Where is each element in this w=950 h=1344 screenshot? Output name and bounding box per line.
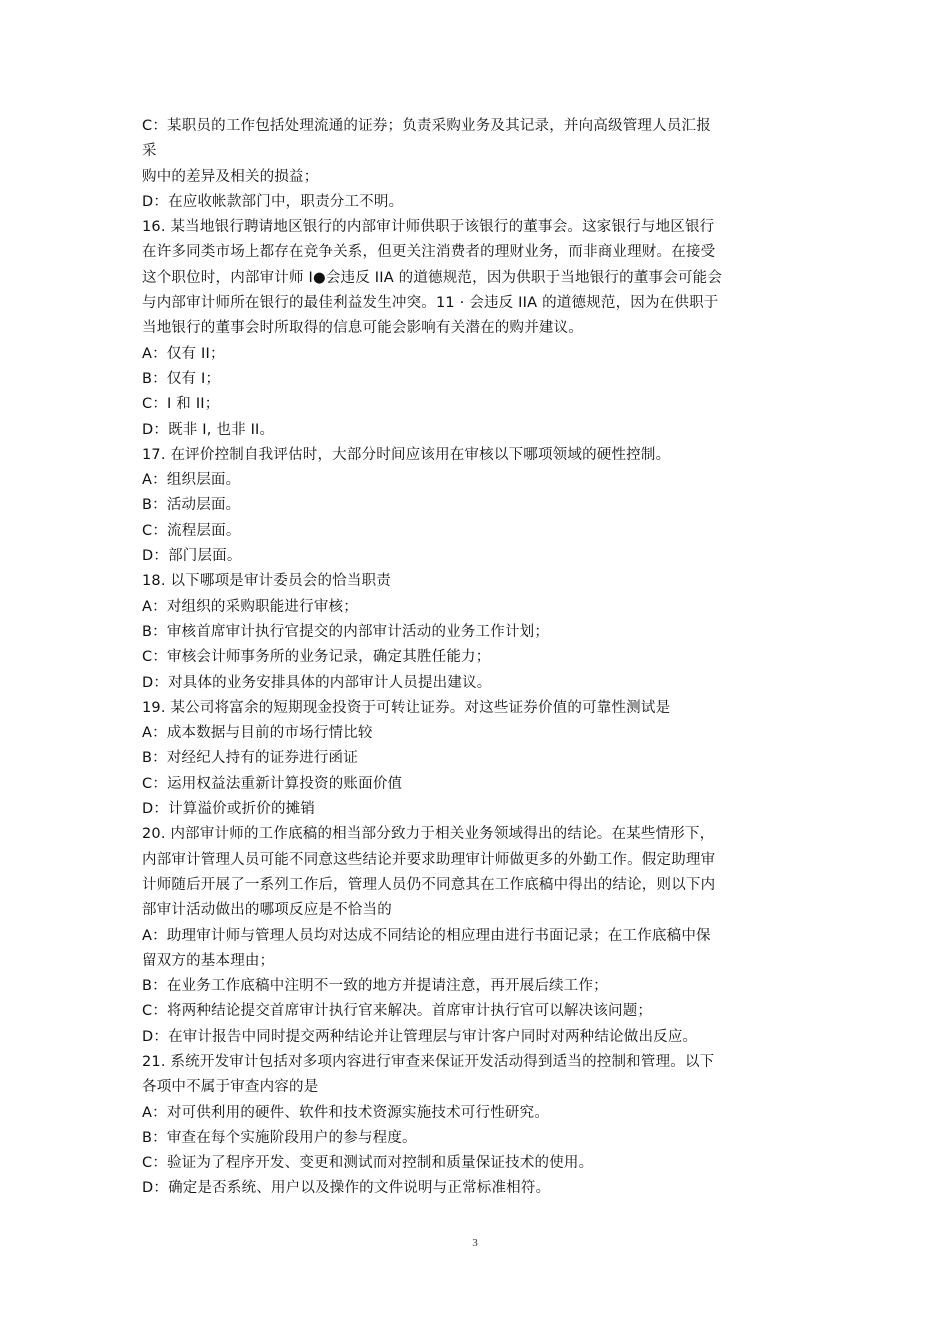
text-line: B：仅有 I；: [142, 370, 221, 387]
text-line: D：在应收帐款部门中，职责分工不明。: [142, 193, 404, 210]
text-line: D：确定是否系统、用户以及操作的文件说明与正常标准相符。: [142, 1180, 551, 1197]
page-number: 3: [472, 1237, 478, 1249]
text-line: B：对经纪人持有的证券进行函证: [142, 750, 358, 767]
text-line: A：仅有 II；: [142, 345, 225, 362]
text-line: 19. 某公司将富余的短期现金投资于可转让证券。对这些证券价值的可靠性测试是: [142, 699, 671, 716]
text-line: 这个职位时，内部审计师 I●会违反 IIA 的道德规范，因为供职于当地银行的董事会可能会: [142, 269, 723, 286]
text-line: 留双方的基本理由；: [142, 952, 275, 969]
text-line: B：在业务工作底稿中注明不一致的地方并提请注意，再开展后续工作；: [142, 978, 608, 995]
text-line: 当地银行的董事会时所取得的信息可能会影响有关潜在的购并建议。: [142, 320, 583, 337]
text-line: A：助理审计师与管理人员均对达成不同结论的相应理由进行书面记录；在工作底稿中保: [142, 927, 711, 944]
document-body: [142, 114, 808, 1202]
text-line: 与内部审计师所在银行的最佳利益发生冲突。11 · 会违反 IIA 的道德规范，因为在供职于: [142, 295, 719, 312]
text-line: B：审查在每个实施阶段用户的参与程度。: [142, 1129, 417, 1146]
text-line: C：运用权益法重新计算投资的账面价值: [142, 775, 403, 792]
text-line: D：既非 I, 也非 II。: [142, 421, 275, 438]
text-line: C：某职员的工作包括处理流通的证券；负责采购业务及其记录，并向高级管理人员汇报: [142, 118, 711, 134]
text-line: C：验证为了程序开发、变更和测试而对控制和质量保证技术的使用。: [142, 1155, 594, 1172]
text-line: A：对可供利用的硬件、软件和技术资源实施技术可行性研究。: [142, 1104, 550, 1121]
text-line: C：审核会计师事务所的业务记录，确定其胜任能力；: [142, 649, 491, 666]
text-line: 17. 在评价控制自我评估时，大部分时间应该用在审核以下哪项领域的硬性控制。: [142, 446, 671, 463]
text-line: 在许多同类市场上都存在竞争关系，但更关注消费者的理财业务，而非商业理财。在接受: [142, 244, 716, 261]
text-line: 购中的差异及相关的损益；: [142, 168, 319, 185]
text-line: A：对组织的采购职能进行审核；: [142, 598, 358, 615]
text-line: 18. 以下哪项是审计委员会的恰当职责: [142, 573, 391, 590]
text-line: D：在审计报告中同时提交两种结论并让管理层与审计客户同时对两种结论做出反应。: [142, 1028, 698, 1045]
text-line: 计师随后开展了一系列工作后，管理人员仍不同意其在工作底稿中得出的结论，则以下内: [142, 876, 716, 893]
text-line: B：审核首席审计执行官提交的内部审计活动的业务工作计划；: [142, 623, 550, 640]
text-line: C：将两种结论提交首席审计执行官来解决。首席审计执行官可以解决该问题；: [142, 1003, 653, 1020]
text-line: C：流程层面。: [142, 522, 241, 539]
text-line: A：组织层面。: [142, 472, 241, 489]
text-line: 部审计活动做出的哪项反应是不恰当的: [142, 902, 392, 919]
text-line: C：I 和 II；: [142, 396, 220, 413]
text-line: 各项中不属于审查内容的是: [142, 1079, 319, 1096]
text-line: D：对具体的业务安排具体的内部审计人员提出建议。: [142, 674, 492, 691]
text-line: 采: [142, 143, 157, 160]
text-line: D：部门层面。: [142, 548, 242, 565]
text-line: B：活动层面。: [142, 497, 241, 514]
text-line: 21. 系统开发审计包括对多项内容进行审查来保证开发活动得到适当的控制和管理。以下: [142, 1053, 715, 1070]
text-line: 内部审计管理人员可能不同意这些结论并要求助理审计师做更多的外勤工作。假定助理审: [142, 851, 716, 868]
text-line: 16. 某当地银行聘请地区银行的内部审计师供职于该银行的董事会。这家银行与地区银行: [142, 219, 715, 236]
text-line: A：成本数据与目前的市场行情比较: [142, 725, 373, 742]
text-line: D：计算溢价或折价的摊销: [142, 801, 316, 818]
text-line: 20. 内部审计师的工作底稿的相当部分致力于相关业务领域得出的结论。在某些情形下，: [142, 826, 715, 843]
